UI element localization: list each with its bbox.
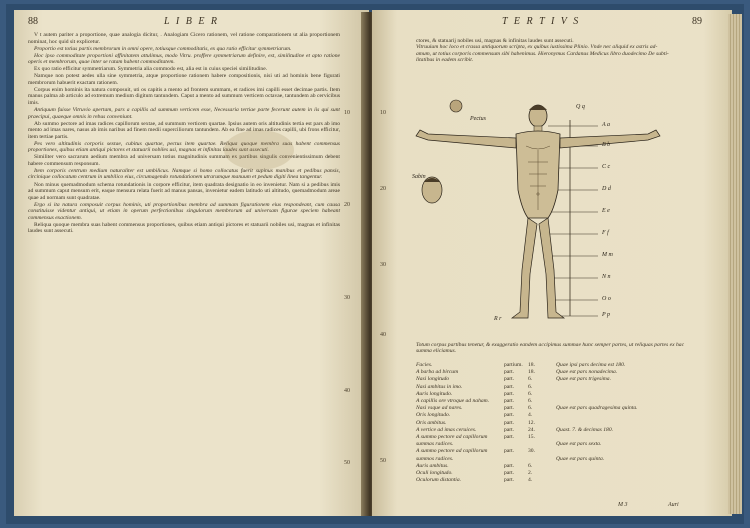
- measure-note: [550, 470, 706, 477]
- measure-value: 15.: [528, 434, 535, 441]
- measure-label: A capillis ore vtroque ad naham.: [416, 398, 490, 405]
- paragraph: Pes vero altitudinis corporis sextae, cubitus quartae, pectus item quartae. Reliqua quoque membra suas habent commensus proportiones, quibus etiam antiqui pictores et statuarii nobiles usi, magnas et infinitas laudes sunt assecuti.: [28, 140, 340, 154]
- margin-number: 30: [344, 295, 350, 301]
- paragraph: V t autem pariter a proportione, quae analogia dicitur, . Analogiam Cicero rationem, vel ratione comparationem ut alia proportionem nominat, hoc quid sit explicetur.: [28, 32, 340, 45]
- paragraph: Hoc ipso commoditate proportioni affinitatem attulimus, modo Vitru. proffere symmetriarum definire, est, similitudine et apto ratione operis et membrorum, quae inter se ratam habent commoditatem.: [28, 52, 340, 66]
- measure-row: [416, 463, 706, 470]
- paragraph: Non minus quemadmodum schema rotundationis in corpore efficitur, item quadrata designatio in eo invenietur. Nam si a pedibus imis ad summum caput mensum erit, eaque mensura relata fuerit ad manus pansas, invenietur eadem latitudo uti altitudo, quemadmodum areae quae ad normam sunt quadratae.: [28, 181, 340, 201]
- measure-row: [416, 376, 706, 383]
- figure-label-head-profile: Sabin: [412, 174, 426, 180]
- measure-unit: part.: [504, 383, 515, 390]
- measure-value: 6.: [528, 383, 533, 390]
- measure-row: [416, 427, 706, 434]
- measure-unit: part.: [504, 470, 515, 477]
- right-page: [372, 10, 732, 516]
- paragraph: Corpus enim hominis ita natura composuit, uti os capitis a mento ad frontem summam, et radices imi capilli esset decimae partis. Item manus palma ab articulo ad extremum medium digitum tantundem. Caput a mento ad summum verticem octavae, tantundem ab cervicibus imis.: [28, 86, 340, 106]
- measure-note: [550, 448, 706, 455]
- measure-note: Quae est pars sexta.: [556, 441, 602, 448]
- margin-number: 10: [344, 110, 350, 116]
- measure-note: [550, 384, 706, 391]
- right-page-number: 89: [692, 16, 702, 27]
- right-intro-text: [416, 38, 686, 64]
- measure-row: [416, 434, 706, 441]
- figure-label: Q q: [576, 104, 585, 110]
- measure-note: [550, 434, 706, 441]
- catchword: Auri: [668, 502, 679, 508]
- measure-label: summos radices.: [416, 455, 454, 462]
- measure-label: A vertice ad imas ceruices.: [416, 426, 477, 433]
- margin-number: 20: [344, 202, 350, 208]
- measure-value: 18.: [528, 369, 535, 376]
- measure-note: [550, 391, 706, 398]
- measure-value: 18.: [528, 362, 535, 368]
- margin-number: 40: [344, 388, 350, 394]
- figure-label: M m: [602, 252, 613, 258]
- page-edges: [728, 14, 742, 514]
- measure-row: [416, 384, 706, 391]
- measure-row: [416, 369, 706, 376]
- figure-label-pectus: Pectus: [470, 116, 486, 122]
- figure-label: F f: [602, 230, 609, 236]
- figure-label: A a: [602, 122, 611, 128]
- measure-label: Auris ambitus.: [416, 462, 449, 469]
- left-page: [14, 10, 369, 516]
- measure-row: [416, 405, 706, 412]
- measure-unit: part.: [504, 412, 515, 419]
- measure-row: [416, 477, 706, 484]
- measure-label: Auris longitudo.: [416, 390, 453, 397]
- paragraph: Ergo si ita natura composuit corpus hominis, uti proportionibus membra ad summam figurationem eius respondeant, cum causa constituisse videntur antiqui, ut etiam in operum perfectionibus singulorum membrorum ad universam figurae speciem habeant commensus exactionem.: [28, 201, 340, 221]
- figure-label: P p: [602, 312, 611, 318]
- paragraph: Ex quo ratio efficitur symmetriarum. Symmetria alia commodo est, alia est in cuius speciei similitudine.: [34, 66, 268, 73]
- measure-unit: part.: [504, 390, 515, 397]
- measure-note: Quae est pars trigesima.: [556, 376, 612, 383]
- measure-value: 6.: [528, 462, 533, 469]
- measure-note: [550, 398, 706, 405]
- open-book: [6, 4, 744, 524]
- figure-label: E e: [602, 208, 610, 214]
- measure-row: [416, 448, 706, 455]
- intro-line: litatibus in eadem scribit.: [416, 57, 474, 64]
- measure-value: 4.: [528, 477, 533, 484]
- body-measures-table: [416, 362, 706, 484]
- figure-label: R r: [494, 316, 502, 322]
- vitruvian-figure-illustration: [398, 90, 698, 330]
- measure-row: [416, 470, 706, 477]
- margin-number: 50: [344, 460, 350, 466]
- left-text-block: [28, 32, 340, 235]
- measure-unit: part.: [504, 477, 515, 484]
- measure-unit: part.: [504, 448, 515, 455]
- measure-value: [528, 456, 550, 463]
- margin-number: 40: [380, 332, 386, 338]
- right-running-head: T E R T I V S: [502, 16, 581, 27]
- measure-label: Nasi vsque ad nares.: [416, 405, 463, 412]
- intro-line: Vitruuium hoc loco et crassa antiquorum scripta, ex quibus iustissima Plinio. Vnde nec aliquid ex astris ad-: [416, 44, 658, 51]
- measure-label: summas radices.: [416, 441, 454, 448]
- paragraph: Namque non potest aedes ulla sine symmetria, atque proportione rationem habere compositionis, nisi uti ad hominis bene figurati membrorum habuerit exactam rationem.: [28, 73, 340, 86]
- measure-unit: [504, 456, 528, 463]
- anatomical-man-engraving: [398, 90, 698, 330]
- margin-number: 20: [380, 186, 386, 192]
- measure-value: 12.: [528, 419, 535, 426]
- measure-label: Nasi ambitus in imo.: [416, 383, 463, 390]
- paragraph: Proportio est totius partis membrorum in omni opere, totiusque commoditatis, ex qua ratio efficitur symmetriarum.: [34, 45, 292, 52]
- measure-row: [416, 420, 706, 427]
- margin-number: 10: [380, 110, 386, 116]
- measure-row: [416, 441, 706, 448]
- measure-label: Oris ambitus.: [416, 419, 447, 426]
- measure-row: [416, 391, 706, 398]
- measure-unit: part.: [504, 434, 515, 441]
- measure-value: 4.: [528, 412, 533, 419]
- paragraph: Ab summo pectore ad imas radices capillorum sextae, ad summum verticem quartae. Ipsius autem oris altitudinis tertia est pars ab imo mento ad imas nares, nasus ab imis naribus ad finem medii superciliorum tantundem. Ab ea fine ad imas radices capilli, ubi frons efficitur, item tertiae partis.: [28, 120, 340, 140]
- signature-mark: M 3: [618, 502, 628, 508]
- right-margin-line-numbers: [380, 10, 400, 516]
- measure-row: [416, 456, 706, 463]
- measure-value: [528, 441, 550, 448]
- figure-label: N n: [602, 274, 611, 280]
- measure-row: [416, 398, 706, 405]
- measure-unit: part.: [504, 426, 515, 433]
- paragraph: Item corporis centrum medium naturaliter est umbilicus. Namque si homo collocatus fuerit supinus manibus et pedibus pansis, circinique collocatum centrum in umbilico eius, circumagendo rotundationem utrarumque manuum et pedum digiti linea tangentur.: [28, 167, 340, 181]
- measure-unit: part.: [504, 376, 515, 383]
- figure-label: C c: [602, 164, 611, 170]
- measures-introduction: [416, 342, 696, 355]
- left-running-head: L I B E R: [164, 16, 220, 27]
- measure-note: Quast. 7. & decimas 180.: [556, 426, 614, 433]
- measure-note: Quae ipsi pars decima est 180.: [556, 362, 626, 368]
- measure-note: Quae est pars quadragesima quinta.: [556, 405, 638, 412]
- paper-stain: [224, 130, 294, 170]
- measure-row: [416, 412, 706, 419]
- left-page-number: 88: [28, 16, 38, 27]
- figure-label: O o: [602, 296, 611, 302]
- measure-label: Oculi longitudo.: [416, 470, 453, 477]
- margin-number: 30: [380, 262, 386, 268]
- measure-unit: [504, 441, 528, 448]
- measure-value: 6.: [528, 398, 533, 405]
- measure-unit: part.: [504, 462, 515, 469]
- measure-value: 6.: [528, 405, 533, 412]
- measure-value: 30.: [528, 448, 535, 455]
- measure-value: 6.: [528, 390, 533, 397]
- measure-value: 6.: [528, 376, 533, 383]
- measure-label: Facies.: [416, 362, 433, 368]
- measure-label: A summo pectore ad capillorum: [416, 448, 488, 455]
- measure-label: Oculorum distantia.: [416, 477, 462, 484]
- margin-number: 50: [380, 458, 386, 464]
- intro-line: amum, ut totius corporis commensum sibi habenimus. Hieronymus Cardanus Medicus libro duodecimo De subti-: [416, 50, 669, 57]
- paragraph: Antiquum fuisse Vitruvio apertam, pars a capillis ad summum verticem esse, Necessaria tertiae parte fecerunt autem in iis qui sunt praecipui, quaeque omnis in rebus conveniunt.: [28, 107, 340, 120]
- measure-label: Nasi longitudo: [416, 376, 450, 383]
- paragraph: Similiter vero sacrarum aedium membra ad universam totius magnitudinis summam ex partibus singulis convenientissimum debent habere commensum responsum.: [28, 154, 340, 167]
- measure-note: [550, 477, 706, 484]
- measure-row: [416, 362, 706, 369]
- measure-label: A summo pectore ad capillorum: [416, 434, 488, 441]
- measures-intro-text: Totum corpus partibus tenetur, & exaggeratio eandem accipimus summae hunc semper partes, ut reliquas partes ex hac summa eliciamus.: [416, 342, 685, 355]
- measure-label: Oris longitudo.: [416, 412, 451, 419]
- measure-value: 2.: [528, 470, 533, 477]
- measure-unit: part.: [504, 405, 515, 412]
- intro-line: ctores, & statuarij nobiles usi, magnas & infinitas laudes sunt assecuti.: [416, 38, 574, 44]
- measure-unit: part.: [504, 419, 515, 426]
- figure-label: D d: [602, 186, 611, 192]
- measure-note: [550, 420, 706, 427]
- figure-label: B b: [602, 142, 611, 148]
- paragraph: Reliqua quoque membra suas habent commensus proportiones, quibus etiam antiqui pictores et statuarii nobiles usi, magnas et infinitas laudes sunt assecuti.: [28, 221, 340, 235]
- measure-note: Quae est pars quinta.: [556, 455, 605, 462]
- measure-note: [550, 412, 706, 419]
- measure-note: [550, 463, 706, 470]
- measure-unit: part.: [504, 369, 515, 376]
- measure-label: A barba ad bircum: [416, 369, 459, 376]
- measure-note: Quae est pars nonadecima.: [556, 369, 618, 376]
- measure-value: 24.: [528, 426, 535, 433]
- measure-unit: part.: [504, 398, 515, 405]
- measure-unit: partium.: [504, 362, 523, 368]
